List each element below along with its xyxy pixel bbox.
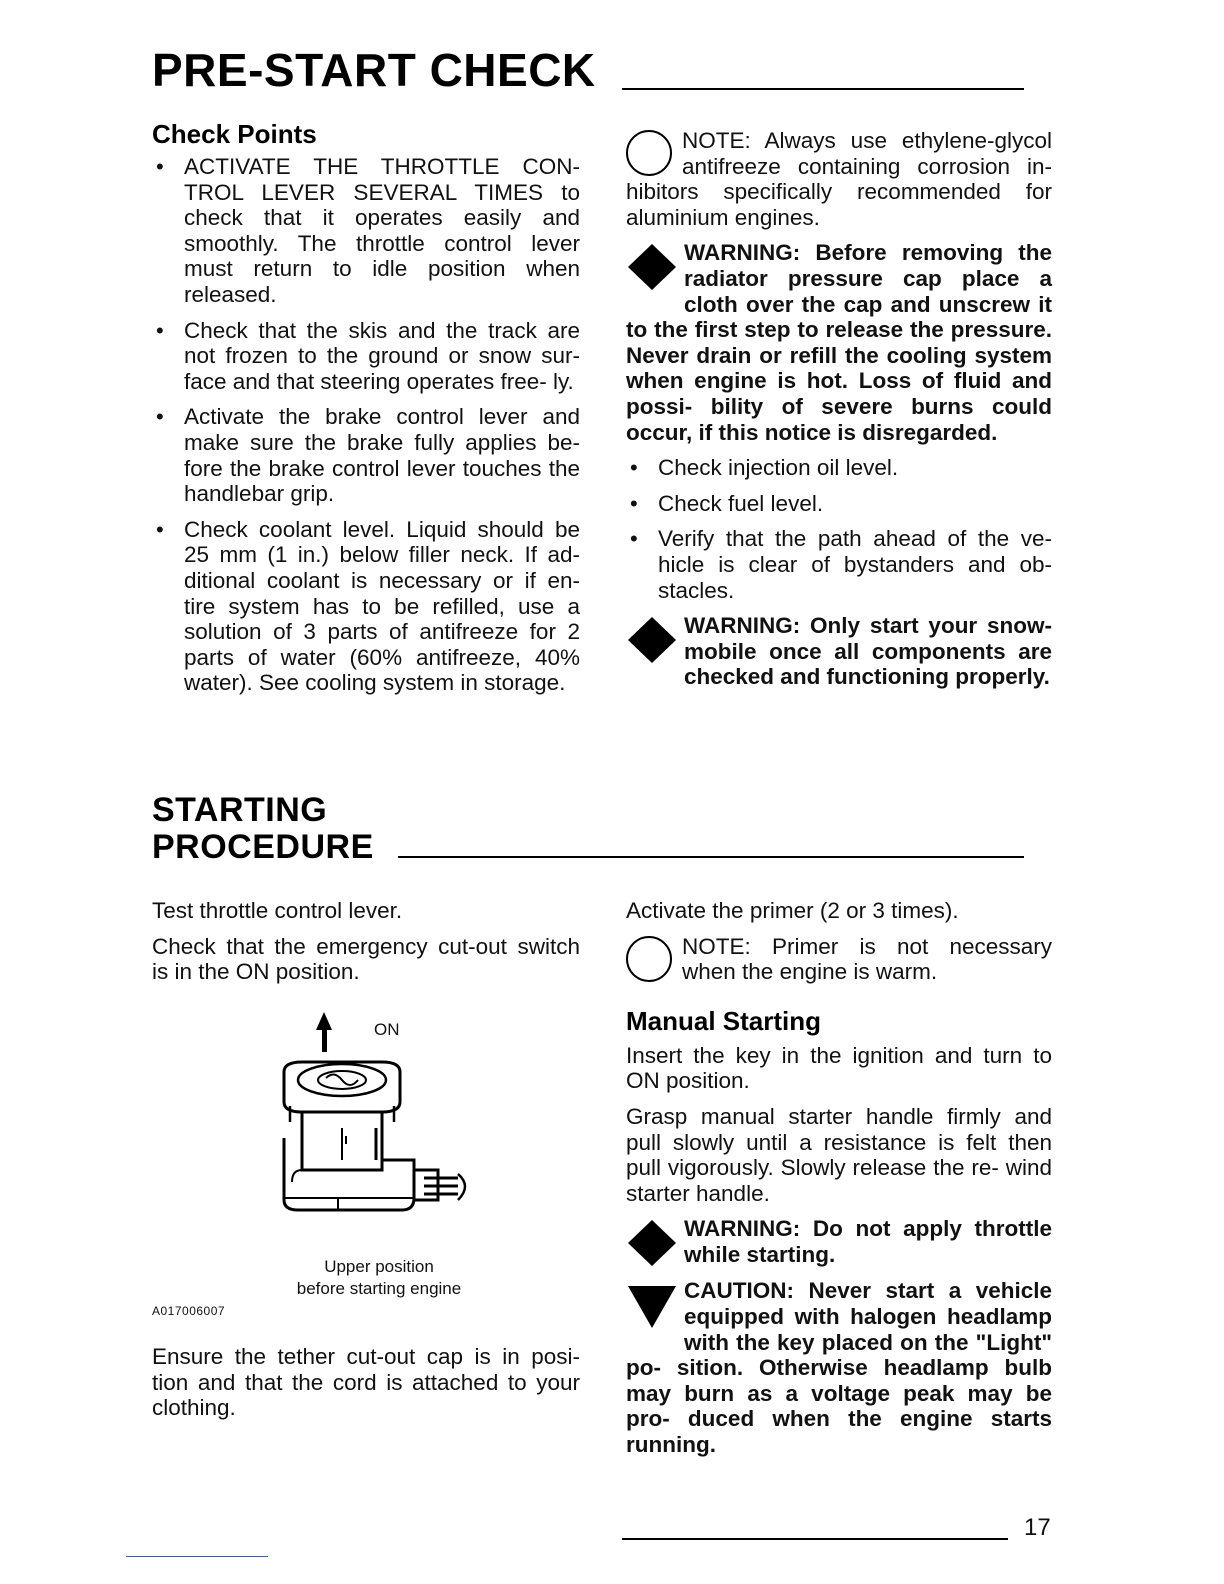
warning-block: WARNING: Only start your snow- mobile once all components are checked and functioning properly. [626,613,1052,690]
paragraph: Test throttle control lever. [152,898,403,923]
list-item: • Check that the skis and the track are not frozen to the ground or snow sur- face and that steering operates free- ly. [156,317,580,394]
title-rule [622,88,1024,90]
caution-triangle-icon [626,1280,678,1330]
paragraph: Insert the key in the ignition and turn to ON position. [626,1042,1052,1094]
starting-right-section [626,898,1052,1468]
bullet-icon: • [156,317,164,343]
section-rule [398,856,1024,858]
paragraph: Grasp manual starter handle firmly and pull slowly until a resistance is felt then pull vigorously. Slowly release the re- wind starter handle. [626,1103,1052,1206]
bullet-icon: • [156,154,164,179]
note-circle-icon [626,936,672,982]
figure-on-label: ON [374,1020,400,1039]
page-number: 17 [1024,1514,1051,1541]
starting-left-bottom [152,1344,580,1431]
warning-block: WARNING: Before removing the radiator pressure cap place a cloth over the cap and unscrew it to the first step to release the pressure. Never drain or refill the cooling system when engine is hot. Loss of fluid and possi- bility of severe burns could occur, if this notice is disregarded. [626,240,1052,445]
list-item: • Check injection oil level. [630,455,899,481]
figure-caption: Upper position before starting engine [296,1257,462,1298]
bullet-icon: • [630,490,638,516]
section-title: STARTING PROCEDURE [152,791,374,866]
list-item: • Verify that the path ahead of the ve- hicle is clear of bystanders and ob- stacles. [630,526,1052,603]
warning-diamond-icon [626,242,678,292]
bullet-icon: • [630,526,638,552]
bullet-icon: • [630,455,638,481]
caution-block: CAUTION: Never start a vehicle equipped with halogen headlamp with the key placed on the "Light" po- sition. Otherwise headlamp bulb may burn as a voltage peak may be pro- duced when the engine starts running. [626,1278,1052,1457]
list-item: • Check coolant level. Liquid should be 25 mm (1 in.) below filler neck. If ad- ditional coolant is necessary or if en- tire system has to be refilled, use a solution of 3 parts of antifreeze for 2 parts of water (60% antifreeze, 40% water). See cooling system in storage. [156,516,580,696]
check-points-section [152,118,580,706]
footer-rule [622,1538,1008,1540]
starting-left-section [152,898,580,995]
page-title: PRE-START CHECK [152,44,596,96]
paragraph: Activate the primer (2 or 3 times). [626,898,959,923]
note-circle-icon [626,130,672,176]
paragraph: Ensure the tether cut-out cap is in posi- tion and that the cord is attached to your clothing. [152,1344,580,1421]
cutout-switch-figure [262,1010,482,1240]
warning-diamond-icon [626,615,678,665]
check-points-heading: Check Points [152,119,317,149]
warning-block: WARNING: Do not apply throttle while starting. [626,1216,1052,1268]
figure-code: A017006007 [152,1304,226,1318]
paragraph: Check that the emergency cut-out switch is in the ON position. [152,933,580,985]
bullet-icon: • [156,404,164,430]
note-block: NOTE: Primer is not necessary when the engine is warm. [626,934,1052,985]
bullet-icon: • [156,516,164,542]
bottom-edge-line [126,1556,268,1557]
note-block: NOTE: Always use ethylene-glycol antifreeze containing corrosion in- hibitors specifically recommended for aluminium engines. [626,128,1052,230]
list-item: • Check fuel level. [630,490,824,516]
warning-diamond-icon [626,1218,678,1268]
list-item: • Activate the brake control lever and make sure the brake fully applies be- fore the brake control lever touches the handlebar grip. [156,404,580,507]
right-top-section [626,128,1052,700]
manual-starting-heading: Manual Starting [626,1005,822,1036]
list-item: • ACTIVATE THE THROTTLE CON- TROL LEVER SEVERAL TIMES to check that it operates easily and smoothly. The throttle control lever must return to idle position when released. [156,154,580,307]
